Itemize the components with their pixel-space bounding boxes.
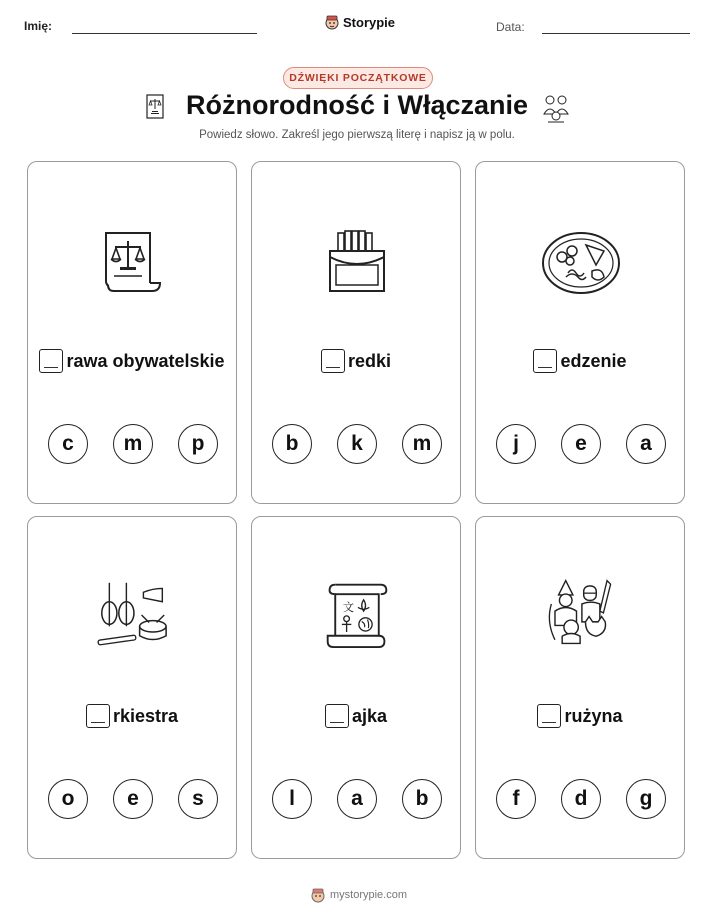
letter-choice[interactable]: j [496, 424, 536, 464]
letter-choice[interactable]: p [178, 424, 218, 464]
answer-box[interactable] [39, 349, 63, 373]
word-card-6 [475, 516, 685, 859]
footer [310, 887, 407, 903]
word-text: rkiestra [112, 705, 179, 726]
word-text: edzenie [560, 350, 627, 371]
orchestra-instruments-icon [92, 579, 174, 649]
brand-logo [324, 14, 395, 30]
brand-name: Storypie [343, 14, 396, 30]
svg-text:文: 文 [342, 600, 355, 615]
word-text: redki [347, 350, 392, 371]
page-title: Różnorodność i Włączanie [185, 90, 529, 120]
letter-choices [48, 424, 218, 464]
word-row [252, 704, 460, 728]
word-card-5 [251, 516, 461, 859]
word-row [476, 704, 684, 728]
law-scroll-icon [98, 227, 168, 297]
instructions: Powiedz słowo. Zakreśl jego pierwszą literę i napisz ją w polu. [199, 129, 515, 141]
date-label: Data: [496, 20, 525, 34]
letter-choice[interactable]: o [48, 779, 88, 819]
letter-choices [496, 424, 666, 464]
letter-choice[interactable]: c [48, 424, 88, 464]
letter-choice[interactable]: e [561, 424, 601, 464]
word-row [28, 349, 236, 373]
letter-choice[interactable]: e [113, 779, 153, 819]
storypie-mascot-icon [310, 887, 326, 903]
team-characters-icon [540, 92, 572, 124]
letter-choices [272, 424, 442, 464]
word-text: rawa obywatelskie [66, 350, 225, 371]
letter-choice[interactable]: m [113, 424, 153, 464]
food-plate-icon [540, 227, 622, 297]
date-line[interactable] [542, 33, 690, 34]
storypie-mascot-icon [324, 14, 340, 30]
answer-box[interactable] [325, 704, 349, 728]
letter-choice[interactable]: m [402, 424, 442, 464]
letter-choice[interactable]: d [561, 779, 601, 819]
word-text: ajka [351, 705, 388, 726]
letter-choice[interactable]: b [272, 424, 312, 464]
crayons-box-icon [322, 227, 392, 297]
footer-url[interactable]: mystorypie.com [330, 889, 408, 901]
letter-choice[interactable]: s [178, 779, 218, 819]
word-row [28, 704, 236, 728]
letter-choices [48, 779, 218, 819]
letter-choices [496, 779, 666, 819]
word-row [476, 349, 684, 373]
letter-choice[interactable]: k [337, 424, 377, 464]
answer-box[interactable] [533, 349, 557, 373]
letter-choice[interactable]: f [496, 779, 536, 819]
answer-box[interactable] [321, 349, 345, 373]
letter-choice[interactable]: a [626, 424, 666, 464]
word-row [252, 349, 460, 373]
letter-choices [272, 779, 442, 819]
word-card-3 [475, 161, 685, 504]
sounds-badge: DŹWIĘKI POCZĄTKOWE [283, 67, 433, 89]
word-card-1 [27, 161, 237, 504]
answer-box[interactable] [537, 704, 561, 728]
team-characters-icon [542, 577, 620, 647]
word-text: rużyna [564, 705, 623, 726]
word-card-4 [27, 516, 237, 859]
letter-choice[interactable]: l [272, 779, 312, 819]
letter-choice[interactable]: a [337, 779, 377, 819]
answer-box[interactable] [86, 704, 110, 728]
name-label: Imię: [24, 19, 53, 33]
word-card-2 [251, 161, 461, 504]
name-line[interactable] [72, 33, 257, 34]
letter-choice[interactable]: b [402, 779, 442, 819]
culture-scroll-icon [322, 579, 392, 649]
letter-choice[interactable]: g [626, 779, 666, 819]
